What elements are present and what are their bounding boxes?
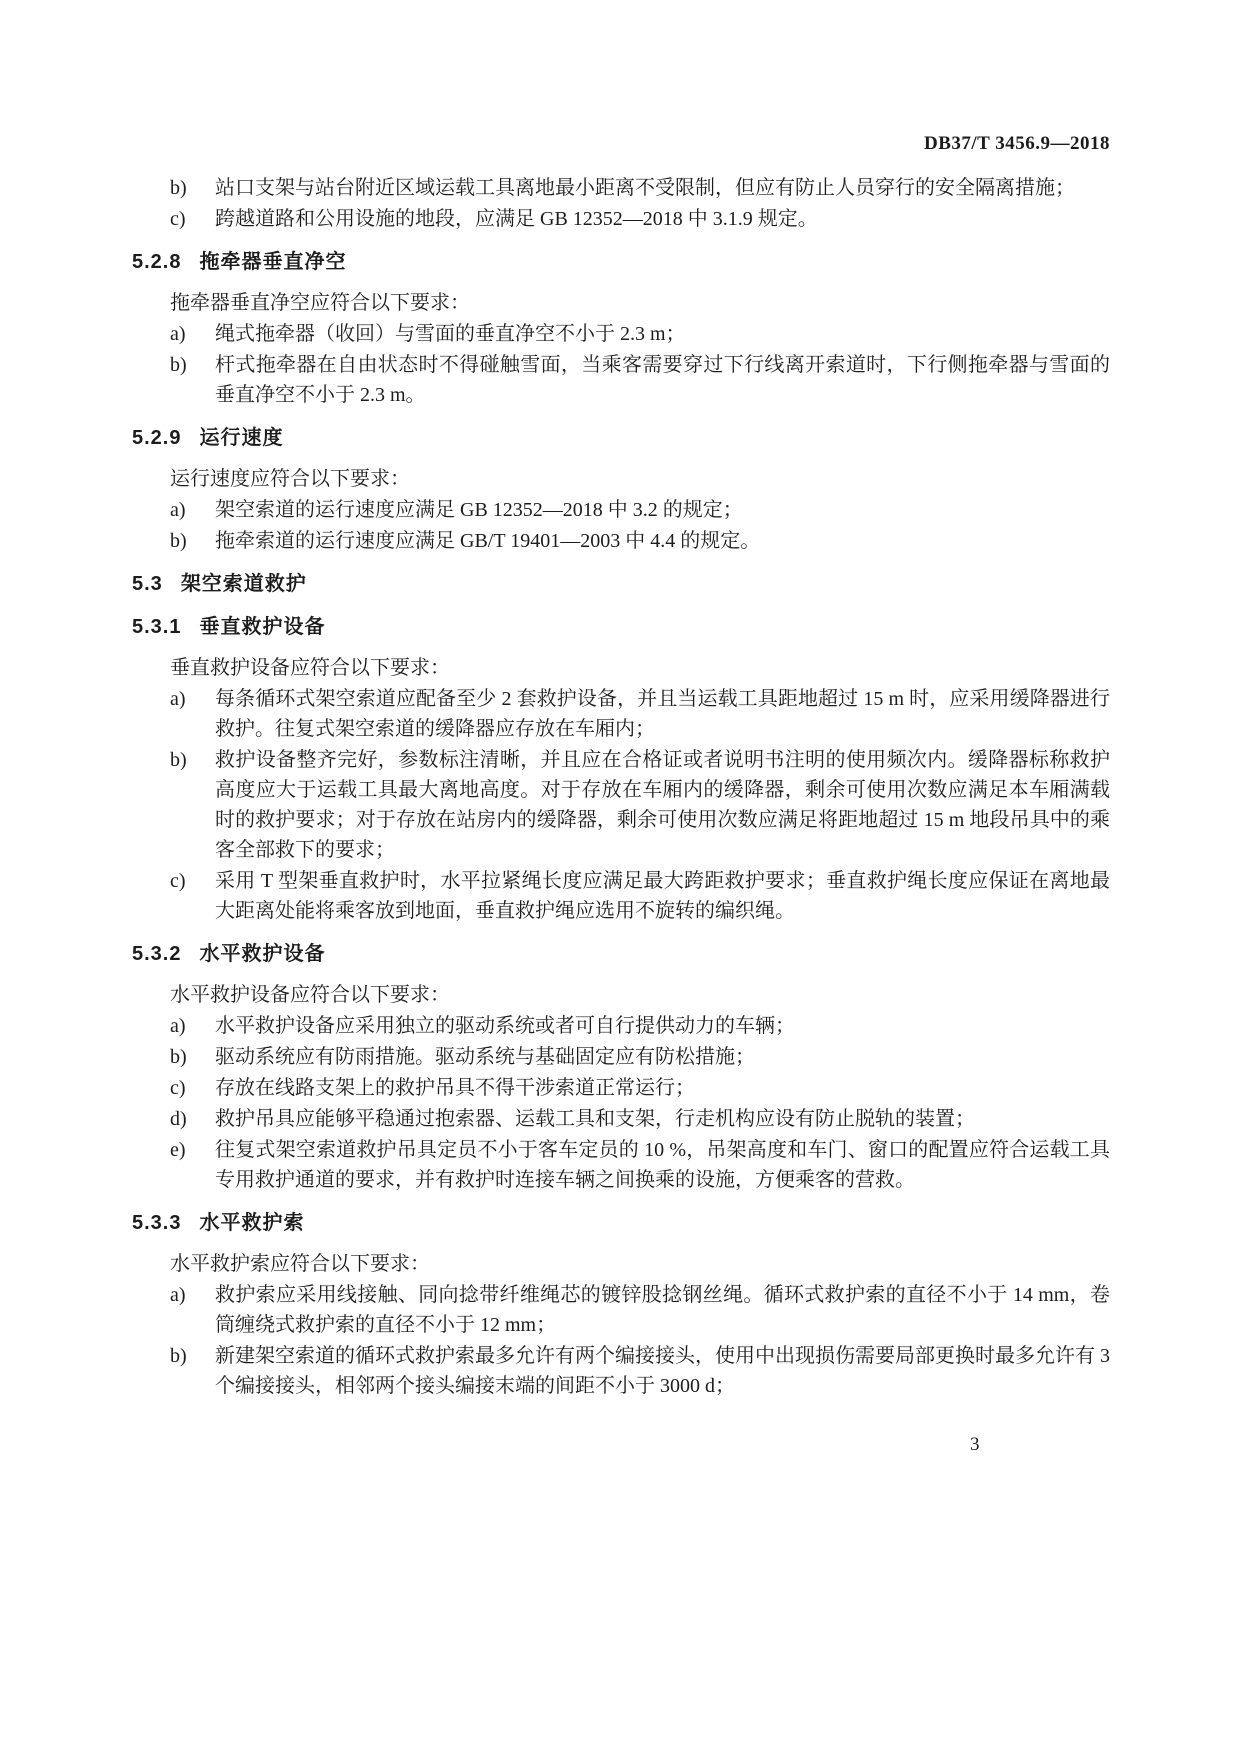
section-title: 水平救护索 <box>199 1212 305 1234</box>
list-marker: a) <box>170 499 186 521</box>
list-item <box>132 204 1110 234</box>
list-item <box>132 1104 1110 1134</box>
list-item <box>132 319 1110 349</box>
list-item-text: 救护设备整齐完好，参数标注清晰，并且应在合格证或者说明书注明的使用频次内。缓降器标称救护高度应大于运载工具最大离地高度。对于存放在车厢内的缓降器，剩余可使用次数应满足本车厢满载时的救护要求；对于存放在站房内的缓降器，剩余可使用次数应满足将距地超过 15 m 地段吊具中的乘客全部救下的要求； <box>215 749 1110 861</box>
section-number: 5.3.3 <box>132 1212 182 1234</box>
list-marker: b) <box>170 1345 187 1367</box>
page-number: 3 <box>970 1434 980 1455</box>
section-title: 拖牵器垂直净空 <box>199 251 347 273</box>
section-number: 5.3 <box>132 573 163 595</box>
list-marker: a) <box>170 1284 186 1306</box>
list-marker: b) <box>170 530 187 552</box>
list-item <box>132 350 1110 410</box>
section-number: 5.2.9 <box>132 427 182 449</box>
section-heading <box>132 1208 1110 1238</box>
paragraph: 水平救护索应符合以下要求： <box>170 1253 430 1275</box>
page-footer <box>970 1434 980 1456</box>
list-item <box>132 1042 1110 1072</box>
list-item-text: 新建架空索道的循环式救护索最多允许有两个编接接头，使用中出现损伤需要局部更换时最多允许有 3 个编接接头，相邻两个接头编接末端的间距不小于 3000 d； <box>215 1345 1110 1397</box>
list-marker: e) <box>170 1139 186 1161</box>
list-marker: b) <box>170 354 187 376</box>
list-item <box>132 866 1110 926</box>
section-number: 5.3.2 <box>132 943 182 965</box>
list-marker: c) <box>170 870 186 892</box>
list-item-text: 驱动系统应有防雨措施。驱动系统与基础固定应有防松措施； <box>215 1046 755 1068</box>
document-body <box>132 172 1110 1402</box>
paragraph: 垂直救护设备应符合以下要求： <box>170 657 450 679</box>
paragraph: 拖牵器垂直净空应符合以下要求： <box>170 292 470 314</box>
section-heading <box>132 423 1110 453</box>
section-number: 5.3.1 <box>132 616 182 638</box>
section-title: 运行速度 <box>199 427 284 449</box>
list-item-text: 杆式拖牵器在自由状态时不得碰触雪面，当乘客需要穿过下行线离开索道时，下行侧拖牵器与雪面的垂直净空不小于 2.3 m。 <box>215 354 1110 406</box>
section-title: 架空索道救护 <box>180 573 307 595</box>
list-item-text: 每条循环式架空索道应配备至少 2 套救护设备，并且当运载工具距地超过 15 m 时，应采用缓降器进行救护。往复式架空索道的缓降器应存放在车厢内； <box>215 688 1110 740</box>
section-heading <box>132 569 1110 599</box>
section-heading <box>132 612 1110 642</box>
paragraph: 水平救护设备应符合以下要求： <box>170 984 450 1006</box>
list-item <box>132 1341 1110 1401</box>
paragraph: 运行速度应符合以下要求： <box>170 468 410 490</box>
list-marker: c) <box>170 1077 186 1099</box>
list-item <box>132 1280 1110 1340</box>
list-item-text: 绳式拖牵器（收回）与雪面的垂直净空不小于 2.3 m； <box>215 323 686 345</box>
list-marker: a) <box>170 1015 186 1037</box>
list-item-text: 拖牵索道的运行速度应满足 GB/T 19401—2003 中 4.4 的规定。 <box>215 530 761 552</box>
list-item-text: 采用 T 型架垂直救护时，水平拉紧绳长度应满足最大跨距救护要求；垂直救护绳长度应保证在离地最大距离处能将乘客放到地面，垂直救护绳应选用不旋转的编织绳。 <box>215 870 1110 922</box>
list-item <box>132 495 1110 525</box>
list-item <box>132 173 1110 203</box>
list-marker: b) <box>170 749 187 771</box>
section-title: 垂直救护设备 <box>199 616 326 638</box>
list-item <box>132 1135 1110 1195</box>
list-marker: a) <box>170 688 186 710</box>
list-item-text: 水平救护设备应采用独立的驱动系统或者可自行提供动力的车辆； <box>215 1015 795 1037</box>
list-marker: a) <box>170 323 186 345</box>
list-item <box>132 745 1110 865</box>
list-item <box>132 1011 1110 1041</box>
section-heading <box>132 939 1110 969</box>
list-item-text: 架空索道的运行速度应满足 GB 12352—2018 中 3.2 的规定； <box>215 499 743 521</box>
doc-number: DB37/T 3456.9—2018 <box>923 133 1110 154</box>
section-number: 5.2.8 <box>132 251 182 273</box>
list-item-text: 站口支架与站台附近区域运载工具离地最小距离不受限制，但应有防止人员穿行的安全隔离措施； <box>215 177 1075 199</box>
list-item-text: 救护索应采用线接触、同向捻带纤维绳芯的镀锌股捻钢丝绳。循环式救护索的直径不小于 14 mm，卷筒缠绕式救护索的直径不小于 12 mm； <box>215 1284 1110 1336</box>
list-marker: b) <box>170 1046 187 1068</box>
list-item-text: 跨越道路和公用设施的地段，应满足 GB 12352—2018 中 3.1.9 规定。 <box>215 208 818 230</box>
list-marker: b) <box>170 177 187 199</box>
list-item-text: 存放在线路支架上的救护吊具不得干涉索道正常运行； <box>215 1077 695 1099</box>
list-item-text: 救护吊具应能够平稳通过抱索器、运载工具和支架，行走机构应设有防止脱轨的装置； <box>215 1108 975 1130</box>
page-header <box>132 133 1110 155</box>
list-item-text: 往复式架空索道救护吊具定员不小于客车定员的 10 %，吊架高度和车门、窗口的配置应符合运载工具专用救护通道的要求，并有救护时连接车辆之间换乘的设施，方便乘客的营救。 <box>215 1139 1110 1191</box>
list-marker: c) <box>170 208 186 230</box>
list-item <box>132 526 1110 556</box>
list-item <box>132 684 1110 744</box>
list-marker: d) <box>170 1108 187 1130</box>
section-heading <box>132 247 1110 277</box>
section-title: 水平救护设备 <box>199 943 326 965</box>
list-item <box>132 1073 1110 1103</box>
